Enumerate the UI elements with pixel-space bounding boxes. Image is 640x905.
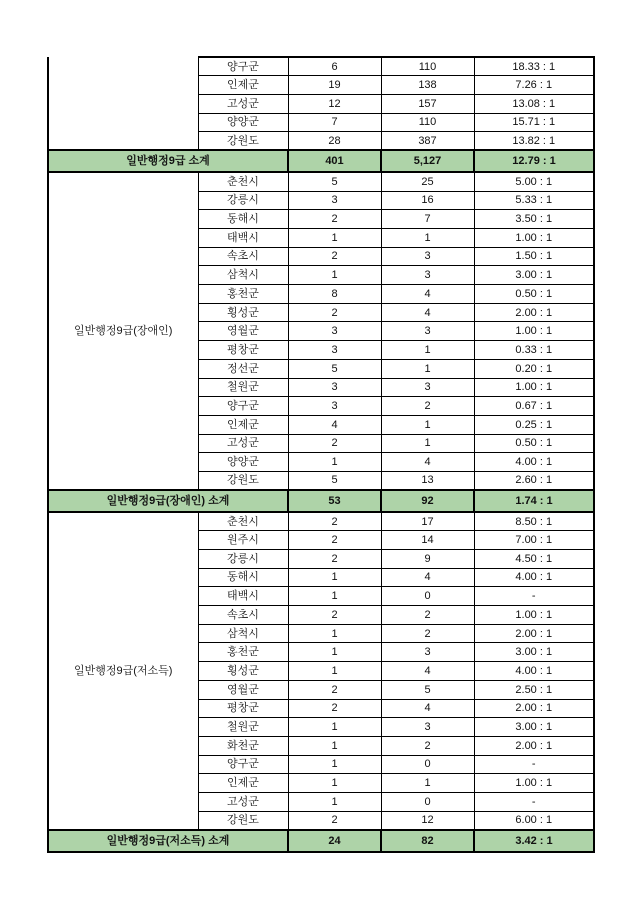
- ratio-cell: 0.67 : 1: [474, 397, 594, 416]
- applicants-cell: 1: [381, 434, 474, 453]
- applicants-cell: 9: [381, 550, 474, 569]
- category-cell: 일반행정9급(저소득): [48, 512, 198, 830]
- applicants-cell: 2: [381, 397, 474, 416]
- positions-cell: 1: [288, 568, 381, 587]
- subtotal-applicants-cell: 5,127: [381, 150, 474, 172]
- positions-cell: 5: [288, 359, 381, 378]
- subtotal-applicants-cell: 82: [381, 830, 474, 852]
- subtotal-applicants-cell: 92: [381, 490, 474, 512]
- ratio-cell: 1.00 : 1: [474, 229, 594, 248]
- subtotal-ratio-cell: 1.74 : 1: [474, 490, 594, 512]
- region-cell: 춘천시: [198, 512, 288, 531]
- ratio-cell: -: [474, 792, 594, 811]
- positions-cell: 1: [288, 718, 381, 737]
- region-cell: 삼척시: [198, 624, 288, 643]
- region-cell: 동해시: [198, 210, 288, 229]
- region-cell: 횡성군: [198, 662, 288, 681]
- applicants-cell: 2: [381, 736, 474, 755]
- applicants-cell: 13: [381, 471, 474, 490]
- applicants-cell: 3: [381, 643, 474, 662]
- positions-cell: 3: [288, 341, 381, 360]
- applicants-cell: 14: [381, 531, 474, 550]
- positions-cell: 1: [288, 229, 381, 248]
- positions-cell: 28: [288, 132, 381, 151]
- positions-cell: 19: [288, 76, 381, 95]
- region-cell: 동해시: [198, 568, 288, 587]
- region-cell: 태백시: [198, 229, 288, 248]
- applicants-cell: 3: [381, 266, 474, 285]
- ratio-cell: 1.00 : 1: [474, 774, 594, 793]
- positions-cell: 1: [288, 736, 381, 755]
- region-cell: 강원도: [198, 132, 288, 151]
- ratio-cell: 4.00 : 1: [474, 453, 594, 472]
- ratio-cell: 5.00 : 1: [474, 172, 594, 191]
- ratio-cell: 2.00 : 1: [474, 699, 594, 718]
- positions-cell: 3: [288, 378, 381, 397]
- applicants-cell: 4: [381, 285, 474, 304]
- ratio-cell: 15.71 : 1: [474, 113, 594, 132]
- positions-cell: 5: [288, 471, 381, 490]
- ratio-cell: 1.00 : 1: [474, 378, 594, 397]
- positions-cell: 2: [288, 210, 381, 229]
- positions-cell: 2: [288, 699, 381, 718]
- ratio-cell: 1.50 : 1: [474, 247, 594, 266]
- applicants-cell: 4: [381, 662, 474, 681]
- region-cell: 영월군: [198, 680, 288, 699]
- ratio-cell: 4.50 : 1: [474, 550, 594, 569]
- region-cell: 양구군: [198, 397, 288, 416]
- region-cell: 강릉시: [198, 550, 288, 569]
- region-cell: 횡성군: [198, 303, 288, 322]
- applicants-cell: 4: [381, 453, 474, 472]
- category-cell: 일반행정9급(장애인): [48, 172, 198, 490]
- applicants-cell: 0: [381, 792, 474, 811]
- positions-cell: 2: [288, 303, 381, 322]
- subtotal-positions-cell: 401: [288, 150, 381, 172]
- applicants-cell: 3: [381, 718, 474, 737]
- applicants-cell: 25: [381, 172, 474, 191]
- ratio-cell: 3.00 : 1: [474, 643, 594, 662]
- applicants-cell: 2: [381, 606, 474, 625]
- data-row: [48, 512, 594, 531]
- region-cell: 홍천군: [198, 643, 288, 662]
- subtotal-row: [48, 490, 594, 512]
- positions-cell: 1: [288, 755, 381, 774]
- positions-cell: 6: [288, 57, 381, 76]
- ratio-cell: 2.00 : 1: [474, 624, 594, 643]
- applicants-cell: 1: [381, 229, 474, 248]
- ratio-cell: 4.00 : 1: [474, 662, 594, 681]
- applicants-cell: 12: [381, 811, 474, 830]
- ratio-cell: -: [474, 587, 594, 606]
- region-cell: 인제군: [198, 415, 288, 434]
- applicants-cell: 0: [381, 587, 474, 606]
- positions-cell: 1: [288, 643, 381, 662]
- region-cell: 양양군: [198, 453, 288, 472]
- subtotal-row: [48, 150, 594, 172]
- applicants-cell: 0: [381, 755, 474, 774]
- ratio-cell: 2.00 : 1: [474, 736, 594, 755]
- ratio-cell: 18.33 : 1: [474, 57, 594, 76]
- positions-cell: 3: [288, 397, 381, 416]
- ratio-cell: 5.33 : 1: [474, 191, 594, 210]
- ratio-cell: 0.25 : 1: [474, 415, 594, 434]
- applicants-cell: 110: [381, 113, 474, 132]
- applicants-cell: 2: [381, 624, 474, 643]
- ratio-cell: 6.00 : 1: [474, 811, 594, 830]
- region-cell: 태백시: [198, 587, 288, 606]
- ratio-cell: 13.08 : 1: [474, 94, 594, 113]
- ratio-cell: -: [474, 755, 594, 774]
- positions-cell: 2: [288, 680, 381, 699]
- applicants-cell: 387: [381, 132, 474, 151]
- recruitment-table-body: [48, 57, 594, 852]
- positions-cell: 3: [288, 191, 381, 210]
- region-cell: 고성군: [198, 94, 288, 113]
- ratio-cell: 7.00 : 1: [474, 531, 594, 550]
- ratio-cell: 0.33 : 1: [474, 341, 594, 360]
- region-cell: 평창군: [198, 341, 288, 360]
- region-cell: 철원군: [198, 718, 288, 737]
- ratio-cell: 7.26 : 1: [474, 76, 594, 95]
- applicants-cell: 5: [381, 680, 474, 699]
- positions-cell: 1: [288, 662, 381, 681]
- region-cell: 평창군: [198, 699, 288, 718]
- applicants-cell: 17: [381, 512, 474, 531]
- ratio-cell: 0.50 : 1: [474, 285, 594, 304]
- data-row: [48, 57, 594, 76]
- positions-cell: 2: [288, 550, 381, 569]
- positions-cell: 1: [288, 587, 381, 606]
- region-cell: 양구군: [198, 57, 288, 76]
- positions-cell: 5: [288, 172, 381, 191]
- region-cell: 강원도: [198, 471, 288, 490]
- subtotal-positions-cell: 24: [288, 830, 381, 852]
- positions-cell: 1: [288, 774, 381, 793]
- positions-cell: 2: [288, 531, 381, 550]
- region-cell: 고성군: [198, 434, 288, 453]
- positions-cell: 1: [288, 624, 381, 643]
- applicants-cell: 3: [381, 247, 474, 266]
- subtotal-label-cell: 일반행정9급(저소득) 소계: [48, 830, 288, 852]
- ratio-cell: 1.00 : 1: [474, 322, 594, 341]
- region-cell: 영월군: [198, 322, 288, 341]
- applicants-cell: 1: [381, 359, 474, 378]
- applicants-cell: 7: [381, 210, 474, 229]
- ratio-cell: 3.00 : 1: [474, 718, 594, 737]
- positions-cell: 12: [288, 94, 381, 113]
- region-cell: 강원도: [198, 811, 288, 830]
- region-cell: 정선군: [198, 359, 288, 378]
- region-cell: 원주시: [198, 531, 288, 550]
- subtotal-ratio-cell: 3.42 : 1: [474, 830, 594, 852]
- positions-cell: 7: [288, 113, 381, 132]
- ratio-cell: 0.20 : 1: [474, 359, 594, 378]
- data-row: [48, 172, 594, 191]
- ratio-cell: 2.60 : 1: [474, 471, 594, 490]
- applicants-cell: 1: [381, 341, 474, 360]
- region-cell: 춘천시: [198, 172, 288, 191]
- region-cell: 양양군: [198, 113, 288, 132]
- applicants-cell: 110: [381, 57, 474, 76]
- positions-cell: 2: [288, 434, 381, 453]
- positions-cell: 3: [288, 322, 381, 341]
- subtotal-row: [48, 830, 594, 852]
- ratio-cell: 4.00 : 1: [474, 568, 594, 587]
- region-cell: 양구군: [198, 755, 288, 774]
- applicants-cell: 16: [381, 191, 474, 210]
- applicants-cell: 157: [381, 94, 474, 113]
- positions-cell: 1: [288, 792, 381, 811]
- region-cell: 삼척시: [198, 266, 288, 285]
- subtotal-ratio-cell: 12.79 : 1: [474, 150, 594, 172]
- positions-cell: 2: [288, 247, 381, 266]
- region-cell: 철원군: [198, 378, 288, 397]
- region-cell: 고성군: [198, 792, 288, 811]
- positions-cell: 8: [288, 285, 381, 304]
- positions-cell: 2: [288, 512, 381, 531]
- region-cell: 강릉시: [198, 191, 288, 210]
- applicants-cell: 3: [381, 322, 474, 341]
- ratio-cell: 0.50 : 1: [474, 434, 594, 453]
- positions-cell: 4: [288, 415, 381, 434]
- region-cell: 인제군: [198, 76, 288, 95]
- applicants-cell: 4: [381, 699, 474, 718]
- region-cell: 속초시: [198, 247, 288, 266]
- recruitment-table: [47, 56, 595, 853]
- ratio-cell: 3.50 : 1: [474, 210, 594, 229]
- subtotal-label-cell: 일반행정9급 소계: [48, 150, 288, 172]
- ratio-cell: 8.50 : 1: [474, 512, 594, 531]
- applicants-cell: 3: [381, 378, 474, 397]
- positions-cell: 2: [288, 606, 381, 625]
- positions-cell: 1: [288, 453, 381, 472]
- applicants-cell: 1: [381, 415, 474, 434]
- ratio-cell: 3.00 : 1: [474, 266, 594, 285]
- region-cell: 속초시: [198, 606, 288, 625]
- ratio-cell: 2.50 : 1: [474, 680, 594, 699]
- positions-cell: 1: [288, 266, 381, 285]
- applicants-cell: 4: [381, 303, 474, 322]
- applicants-cell: 138: [381, 76, 474, 95]
- region-cell: 인제군: [198, 774, 288, 793]
- ratio-cell: 2.00 : 1: [474, 303, 594, 322]
- subtotal-label-cell: 일반행정9급(장애인) 소계: [48, 490, 288, 512]
- applicants-cell: 1: [381, 774, 474, 793]
- ratio-cell: 13.82 : 1: [474, 132, 594, 151]
- subtotal-positions-cell: 53: [288, 490, 381, 512]
- region-cell: 화천군: [198, 736, 288, 755]
- ratio-cell: 1.00 : 1: [474, 606, 594, 625]
- positions-cell: 2: [288, 811, 381, 830]
- region-cell: 홍천군: [198, 285, 288, 304]
- applicants-cell: 4: [381, 568, 474, 587]
- category-cell: [48, 57, 198, 150]
